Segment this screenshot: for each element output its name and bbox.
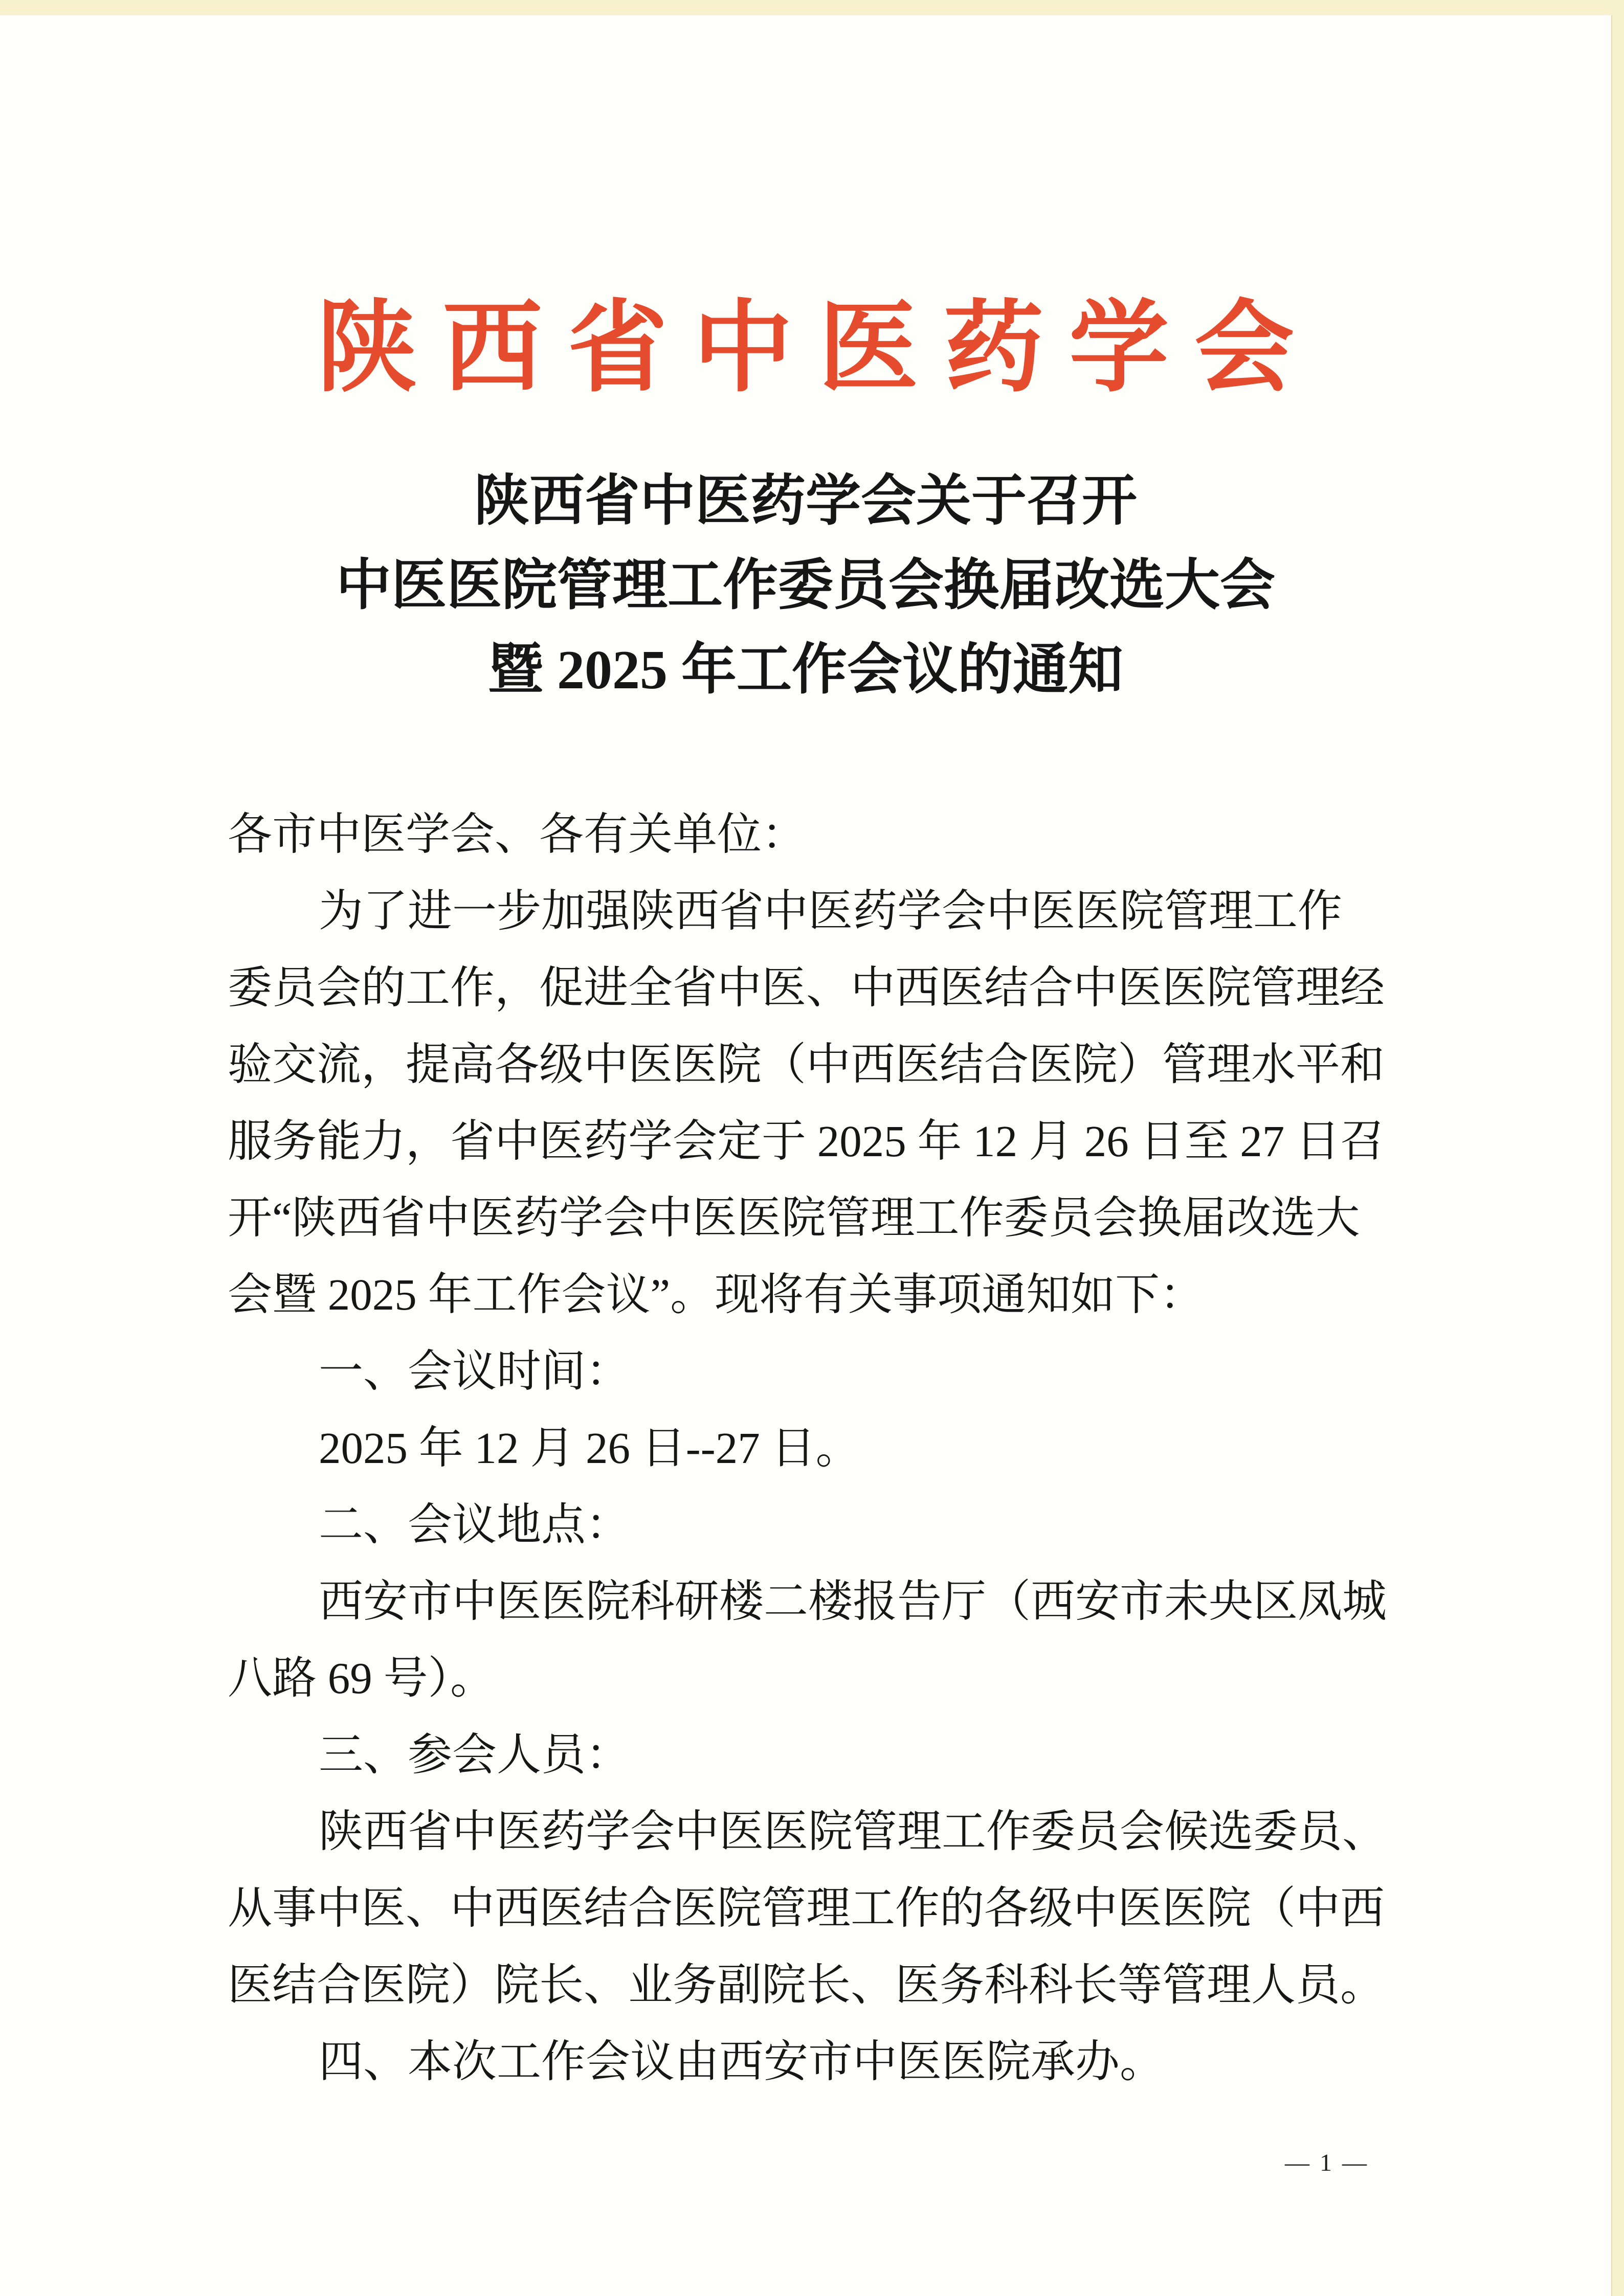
- notice-title-line-1: 陕西省中医药学会关于召开: [474, 471, 1137, 532]
- section-4-organizer-line: 四、本次工作会议由西安市中医医院承办。: [319, 2037, 1164, 2086]
- notice-title-line-3: 暨 2025 年工作会议的通知: [487, 640, 1123, 701]
- intro-paragraph-line-5: 开“陕西省中医药学会中医医院管理工作委员会换届改选大: [228, 1193, 1360, 1243]
- section-1-meeting-time-heading: 一、会议时间：: [319, 1346, 630, 1396]
- notice-body: [228, 796, 1455, 2100]
- intro-paragraph-line-3: 验交流，提高各级中医医院（中西医结合医院）管理水平和: [228, 1040, 1385, 1089]
- notice-title-line-2: 中医医院管理工作委员会换届改选大会: [336, 555, 1275, 616]
- participants-line-2: 从事中医、中西医结合医院管理工作的各级中医医院（中西: [228, 1883, 1385, 1933]
- document-page: [0, 15, 1612, 2296]
- org-masthead-title: 陕西省中医药学会: [317, 294, 1320, 404]
- intro-paragraph-line-2: 委员会的工作，促进全省中医、中西医结合中医医院管理经: [228, 963, 1385, 1012]
- salutation-line: 各市中医学会、各有关单位：: [228, 809, 806, 859]
- meeting-location-line-1: 西安市中医医院科研楼二楼报告厅（西安市未央区凤城: [319, 1577, 1387, 1626]
- notice-title: [0, 459, 1611, 712]
- intro-paragraph-line-4: 服务能力，省中医药学会定于 2025 年 12 月 26 日至 27 日召: [228, 1116, 1385, 1166]
- meeting-time-value: 2025 年 12 月 26 日--27 日。: [319, 1423, 860, 1473]
- section-2-meeting-location-heading: 二、会议地点：: [319, 1500, 630, 1549]
- intro-paragraph-line-1: 为了进一步加强陕西省中医药学会中医医院管理工作: [319, 886, 1342, 936]
- participants-line-1: 陕西省中医药学会中医医院管理工作委员会候选委员、: [319, 1807, 1387, 1856]
- section-3-participants-heading: 三、参会人员：: [319, 1730, 630, 1780]
- participants-line-3: 医结合医院）院长、业务副院长、医务科科长等管理人员。: [228, 1960, 1385, 2010]
- intro-paragraph-line-6: 会暨 2025 年工作会议”。现将有关事项通知如下：: [228, 1270, 1205, 1319]
- meeting-location-line-2: 八路 69 号）。: [228, 1653, 495, 1703]
- page-number: — 1 —: [1285, 2149, 1369, 2176]
